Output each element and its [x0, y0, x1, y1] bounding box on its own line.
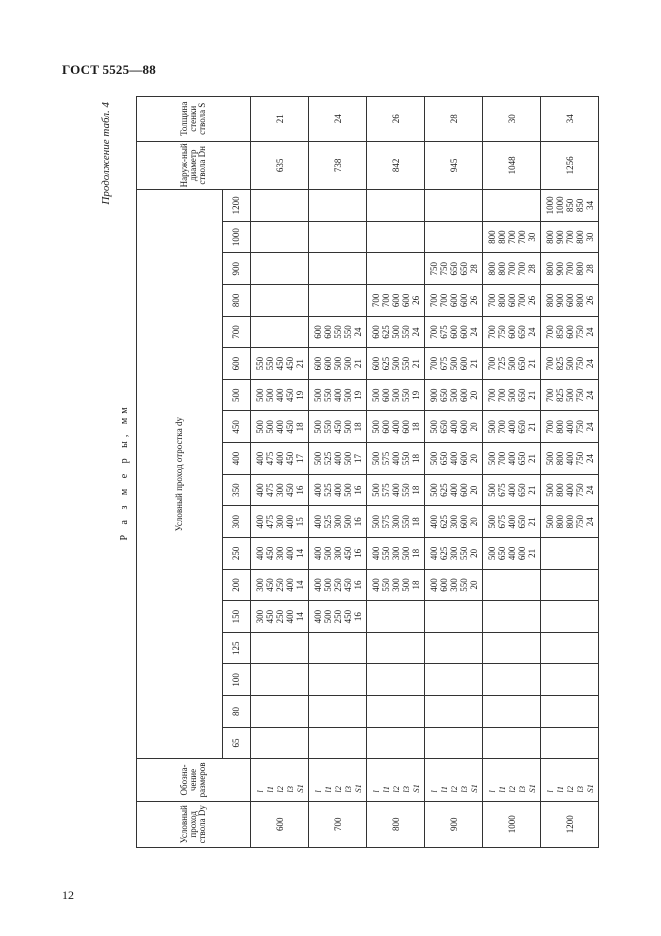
value-list: 800 800 700 700 28 — [486, 261, 537, 276]
value-list: 700 700 600 600 26 — [370, 293, 421, 308]
outer-diameter-cell: 945 — [425, 141, 483, 190]
branch-size-400: 400 — [223, 443, 251, 475]
value-list: 500 600 500 550 19 — [370, 388, 421, 402]
main-bore-cell: 1200 — [541, 801, 599, 847]
value-cell — [367, 696, 425, 728]
header-row-branch-sizes — [223, 97, 251, 848]
value-cell — [309, 190, 367, 222]
designation-list: l l1 l2 l3 S1 — [254, 784, 305, 793]
branch-size-300: 300 — [223, 506, 251, 538]
wall-thickness-cell: 34 — [541, 97, 599, 142]
branch-size-350: 350 — [223, 474, 251, 506]
designation-cell — [251, 759, 309, 801]
value-cell — [367, 253, 425, 285]
value-cell — [541, 443, 599, 475]
value-cell — [367, 443, 425, 475]
value-cell — [251, 379, 309, 411]
value-list: 500 575 400 550 18 — [370, 483, 421, 497]
value-cell — [541, 569, 599, 601]
value-cell — [309, 696, 367, 728]
wall-thickness-cell: 28 — [425, 97, 483, 142]
outer-diameter-cell: 738 — [309, 141, 367, 190]
designation-cell — [367, 759, 425, 801]
outer-diameter-cell: 1256 — [541, 141, 599, 190]
value-list: 600 600 550 550 24 — [312, 325, 363, 339]
value-cell — [367, 285, 425, 317]
branch-size-65: 65 — [223, 727, 251, 759]
value-list: 750 750 650 650 28 — [428, 261, 479, 276]
value-list: 400 525 300 500 16 — [312, 514, 363, 529]
value-cell — [425, 221, 483, 253]
value-cell — [309, 569, 367, 601]
value-cell — [251, 411, 309, 443]
value-cell — [367, 632, 425, 664]
value-list: 300 450 250 400 14 — [254, 609, 305, 624]
value-list: 500 675 400 650 21 — [486, 514, 537, 529]
value-list: 500 500 400 450 18 — [254, 420, 305, 434]
designation-list: l l1 l2 l3 S1 — [312, 784, 363, 793]
value-list: 500 625 400 600 20 — [428, 483, 479, 497]
value-list: 500 700 400 650 21 — [486, 420, 537, 434]
table-row — [483, 97, 541, 848]
branch-size-1200: 1200 — [223, 190, 251, 222]
value-cell — [541, 348, 599, 380]
value-cell — [541, 664, 599, 696]
wall-thickness-cell: 26 — [367, 97, 425, 142]
value-cell — [367, 411, 425, 443]
continuation-caption: Продолжение табл. 4 — [100, 102, 112, 205]
value-cell — [541, 253, 599, 285]
value-cell — [483, 411, 541, 443]
value-cell — [251, 696, 309, 728]
branch-size-125: 125 — [223, 632, 251, 664]
value-cell — [251, 348, 309, 380]
value-cell — [541, 506, 599, 538]
value-cell — [425, 538, 483, 570]
designation-list: l l1 l2 l3 S1 — [486, 784, 537, 793]
value-cell — [251, 506, 309, 538]
value-list: 700 700 600 600 26 — [428, 293, 479, 308]
designation-list: l l1 l2 l3 S1 — [370, 784, 421, 793]
value-cell — [541, 411, 599, 443]
value-list: 400 500 250 450 16 — [312, 578, 363, 592]
value-list: 700 800 400 750 24 — [544, 420, 595, 434]
branch-size-800: 800 — [223, 285, 251, 317]
table-area — [96, 96, 600, 848]
value-cell — [425, 664, 483, 696]
value-cell — [309, 443, 367, 475]
header-designation: Обозна-чение размеров — [137, 759, 251, 801]
value-cell — [251, 727, 309, 759]
table-row — [251, 97, 309, 848]
value-cell — [425, 411, 483, 443]
value-cell — [251, 664, 309, 696]
value-cell — [541, 221, 599, 253]
value-cell — [483, 474, 541, 506]
value-list: 700 825 500 750 24 — [544, 356, 595, 371]
value-cell — [425, 632, 483, 664]
value-cell — [483, 285, 541, 317]
value-cell — [425, 506, 483, 538]
value-cell — [483, 632, 541, 664]
value-list: 500 525 400 500 17 — [312, 451, 363, 466]
value-list: 700 700 500 650 21 — [486, 388, 537, 402]
value-cell — [541, 696, 599, 728]
value-cell — [425, 601, 483, 633]
branch-size-80: 80 — [223, 696, 251, 728]
value-list: 800 900 700 800 28 — [544, 261, 595, 276]
value-cell — [425, 696, 483, 728]
value-list: 700 800 600 700 26 — [486, 293, 537, 308]
table-row — [425, 97, 483, 848]
value-cell — [541, 285, 599, 317]
value-list: 500 800 400 750 24 — [544, 451, 595, 466]
value-cell — [367, 601, 425, 633]
value-cell — [425, 569, 483, 601]
value-cell — [541, 538, 599, 570]
value-cell — [425, 285, 483, 317]
value-cell — [425, 379, 483, 411]
header-row-1 — [137, 97, 223, 848]
value-cell — [483, 506, 541, 538]
value-list: 400 550 300 500 18 — [370, 546, 421, 561]
value-cell — [367, 379, 425, 411]
value-list: 500 500 400 450 19 — [254, 388, 305, 402]
value-cell — [367, 506, 425, 538]
value-list: 500 550 400 500 19 — [312, 388, 363, 402]
wall-thickness-cell: 24 — [309, 97, 367, 142]
value-list: 500 650 400 600 21 — [486, 546, 537, 561]
value-list: 700 825 500 750 24 — [544, 388, 595, 402]
value-list: 400 475 300 450 16 — [254, 483, 305, 497]
value-list: 300 450 250 400 14 — [254, 578, 305, 592]
value-list: 600 625 500 550 24 — [370, 325, 421, 339]
value-cell — [251, 253, 309, 285]
value-cell — [309, 316, 367, 348]
value-list: 700 850 600 750 24 — [544, 325, 595, 339]
value-cell — [309, 379, 367, 411]
header-main-bore: Условный проход ствола Dу — [137, 801, 251, 847]
value-cell — [425, 253, 483, 285]
branch-size-600: 600 — [223, 348, 251, 380]
value-list: 500 650 400 600 20 — [428, 451, 479, 466]
branch-size-500: 500 — [223, 379, 251, 411]
value-cell — [483, 316, 541, 348]
value-list: 800 800 700 700 30 — [486, 230, 537, 244]
value-cell — [541, 601, 599, 633]
branch-size-150: 150 — [223, 601, 251, 633]
wall-thickness-cell: 30 — [483, 97, 541, 142]
value-cell — [309, 664, 367, 696]
designation-list: l l1 l2 l3 S1 — [544, 784, 595, 793]
value-cell — [251, 443, 309, 475]
header-outer-diameter: Наруж-ный диаметр ствола Dн — [137, 141, 251, 190]
value-cell — [309, 506, 367, 538]
value-cell — [309, 285, 367, 317]
table-row — [367, 97, 425, 848]
value-cell — [541, 632, 599, 664]
value-cell — [483, 696, 541, 728]
value-cell — [367, 474, 425, 506]
value-cell — [309, 411, 367, 443]
value-cell — [483, 253, 541, 285]
branch-size-900: 900 — [223, 253, 251, 285]
value-cell — [541, 190, 599, 222]
value-list: 500 575 400 550 18 — [370, 451, 421, 466]
table-row — [541, 97, 599, 848]
document-title: ГОСТ 5525—88 — [62, 62, 156, 77]
value-list: 500 675 400 650 21 — [486, 483, 537, 497]
value-list: 400 450 300 400 14 — [254, 546, 305, 561]
value-list: 400 475 400 450 17 — [254, 451, 305, 466]
value-cell — [367, 348, 425, 380]
value-list: 700 725 500 650 21 — [486, 356, 537, 371]
value-list: 400 500 300 450 16 — [312, 546, 363, 561]
value-cell — [251, 632, 309, 664]
value-cell — [483, 379, 541, 411]
value-cell — [309, 348, 367, 380]
value-cell — [483, 601, 541, 633]
wall-thickness-cell: 21 — [251, 97, 309, 142]
value-cell — [309, 253, 367, 285]
value-list: 800 900 700 800 30 — [544, 230, 595, 244]
value-cell — [367, 664, 425, 696]
value-cell — [309, 601, 367, 633]
value-list: 400 475 300 400 15 — [254, 514, 305, 529]
value-list: 500 600 400 600 18 — [370, 420, 421, 434]
value-list: 900 650 500 600 20 — [428, 388, 479, 402]
value-list: 400 625 300 550 20 — [428, 546, 479, 561]
designation-cell — [483, 759, 541, 801]
value-cell — [251, 569, 309, 601]
value-cell — [483, 221, 541, 253]
branch-size-250: 250 — [223, 538, 251, 570]
value-cell — [483, 190, 541, 222]
value-cell — [483, 348, 541, 380]
value-cell — [541, 316, 599, 348]
value-cell — [425, 190, 483, 222]
header-branch-group: Условный проход отростка dу — [137, 190, 223, 759]
main-bore-cell: 900 — [425, 801, 483, 847]
table-row — [309, 97, 367, 848]
value-cell — [541, 379, 599, 411]
value-cell — [425, 727, 483, 759]
value-cell — [367, 221, 425, 253]
value-list: 800 900 600 800 26 — [544, 293, 595, 308]
value-cell — [251, 538, 309, 570]
value-list: 1000 1000 850 850 34 — [544, 196, 595, 215]
dimensions-caption: Р а з м е р ы, мм — [119, 403, 130, 541]
designation-list: l l1 l2 l3 S1 — [428, 784, 479, 793]
value-cell — [483, 727, 541, 759]
value-list: 550 550 450 450 21 — [254, 356, 305, 371]
branch-size-450: 450 — [223, 411, 251, 443]
value-cell — [541, 727, 599, 759]
value-list: 500 800 400 750 24 — [544, 483, 595, 497]
value-cell — [309, 632, 367, 664]
main-bore-cell: 600 — [251, 801, 309, 847]
value-list: 400 525 400 500 16 — [312, 483, 363, 497]
designation-cell — [541, 759, 599, 801]
value-cell — [425, 348, 483, 380]
value-cell — [425, 474, 483, 506]
value-cell — [309, 474, 367, 506]
value-cell — [251, 474, 309, 506]
value-list: 500 550 450 500 18 — [312, 420, 363, 434]
designation-cell — [309, 759, 367, 801]
branch-size-200: 200 — [223, 569, 251, 601]
value-cell — [483, 538, 541, 570]
value-cell — [251, 316, 309, 348]
value-cell — [251, 221, 309, 253]
outer-diameter-cell: 635 — [251, 141, 309, 190]
designation-cell — [425, 759, 483, 801]
main-bore-cell: 1000 — [483, 801, 541, 847]
value-list: 700 675 500 600 21 — [428, 356, 479, 371]
value-cell — [425, 443, 483, 475]
value-cell — [309, 538, 367, 570]
header-wall-thickness: Толщина стенки ствола S — [137, 97, 251, 142]
value-cell — [309, 727, 367, 759]
main-bore-cell: 800 — [367, 801, 425, 847]
branch-size-1000: 1000 — [223, 221, 251, 253]
page-number: 12 — [62, 888, 74, 902]
value-list: 500 575 300 550 18 — [370, 514, 421, 529]
main-bore-cell: 700 — [309, 801, 367, 847]
value-list: 700 675 600 600 24 — [428, 325, 479, 339]
value-cell — [309, 221, 367, 253]
value-cell — [483, 569, 541, 601]
outer-diameter-cell: 842 — [367, 141, 425, 190]
value-list: 400 550 300 500 18 — [370, 578, 421, 592]
value-list: 600 625 500 550 21 — [370, 356, 421, 371]
dimensions-table — [136, 96, 599, 848]
value-cell — [367, 316, 425, 348]
value-cell — [367, 569, 425, 601]
value-list: 700 750 600 650 24 — [486, 325, 537, 339]
value-cell — [367, 190, 425, 222]
value-cell — [251, 285, 309, 317]
branch-size-700: 700 — [223, 316, 251, 348]
value-cell — [483, 664, 541, 696]
value-list: 500 650 400 600 20 — [428, 420, 479, 434]
value-cell — [541, 474, 599, 506]
value-list: 600 600 500 500 21 — [312, 356, 363, 371]
outer-diameter-cell: 1048 — [483, 141, 541, 190]
value-cell — [251, 601, 309, 633]
value-cell — [367, 727, 425, 759]
value-list: 400 600 300 550 20 — [428, 578, 479, 592]
branch-size-100: 100 — [223, 664, 251, 696]
value-cell — [425, 316, 483, 348]
value-list: 400 625 300 600 20 — [428, 514, 479, 529]
value-cell — [483, 443, 541, 475]
value-list: 400 500 250 450 16 — [312, 609, 363, 624]
value-list: 500 700 400 650 21 — [486, 451, 537, 466]
value-list: 500 800 800 750 24 — [544, 514, 595, 529]
value-cell — [251, 190, 309, 222]
value-cell — [367, 538, 425, 570]
rotated-table-container — [96, 96, 600, 848]
